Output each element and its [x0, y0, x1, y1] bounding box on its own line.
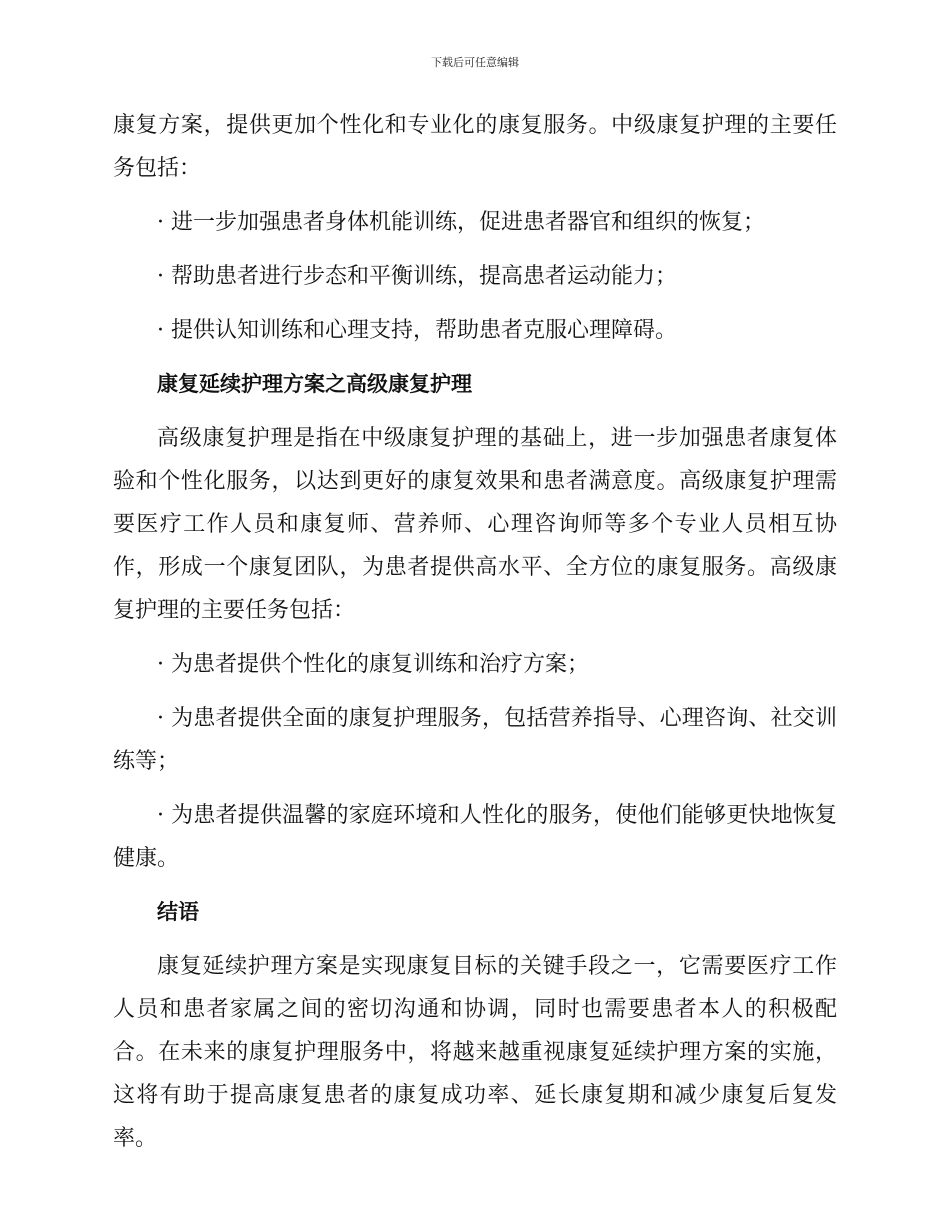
- advanced-care-heading: 康复延续护理方案之高级康复护理: [157, 372, 472, 396]
- document-body: [113, 104, 837, 1171]
- advanced-care-paragraph: 高级康复护理是指在中级康复护理的基础上，进一步加强患者康复体验和个性化服务，以达到更好的康复效果和患者满意度。高级康复护理需要医疗工作人员和康复师、营养师、心理咨询师等多个专业人员相互协作，形成一个康复团队，为患者提供高水平、全方位的康复服务。高级康复护理的主要任务包括：: [113, 426, 837, 623]
- advanced-task-item: · 为患者提供温馨的家庭环境和人性化的服务，使他们能够更快地恢复健康。: [113, 803, 837, 871]
- advanced-task-item: · 为患者提供个性化的康复训练和治疗方案；: [157, 652, 589, 677]
- conclusion-heading: 结语: [157, 900, 199, 924]
- mid-task-item: · 帮助患者进行步态和平衡训练，提高患者运动能力；: [157, 264, 677, 289]
- intro-paragraph: 康复方案，提供更加个性化和专业化的康复服务。中级康复护理的主要任务包括：: [113, 113, 837, 181]
- advanced-task-item: · 为患者提供全面的康复护理服务，包括营养指导、心理咨询、社交训练等；: [113, 706, 837, 774]
- mid-task-item: · 进一步加强患者身体机能训练，促进患者器官和组织的恢复；: [157, 210, 765, 235]
- conclusion-paragraph: 康复延续护理方案是实现康复目标的关键手段之一，它需要医疗工作人员和患者家属之间的密切沟通和协调，同时也需要患者本人的积极配合。在未来的康复护理服务中，将越来越重视康复延续护理方案的实施，这将有助于提高康复患者的康复成功率、延长康复期和减少康复后复发率。: [113, 954, 837, 1151]
- page-header-note: 下载后可任意编辑: [431, 56, 519, 69]
- mid-task-item: · 提供认知训练和心理支持，帮助患者克服心理障碍。: [157, 318, 677, 343]
